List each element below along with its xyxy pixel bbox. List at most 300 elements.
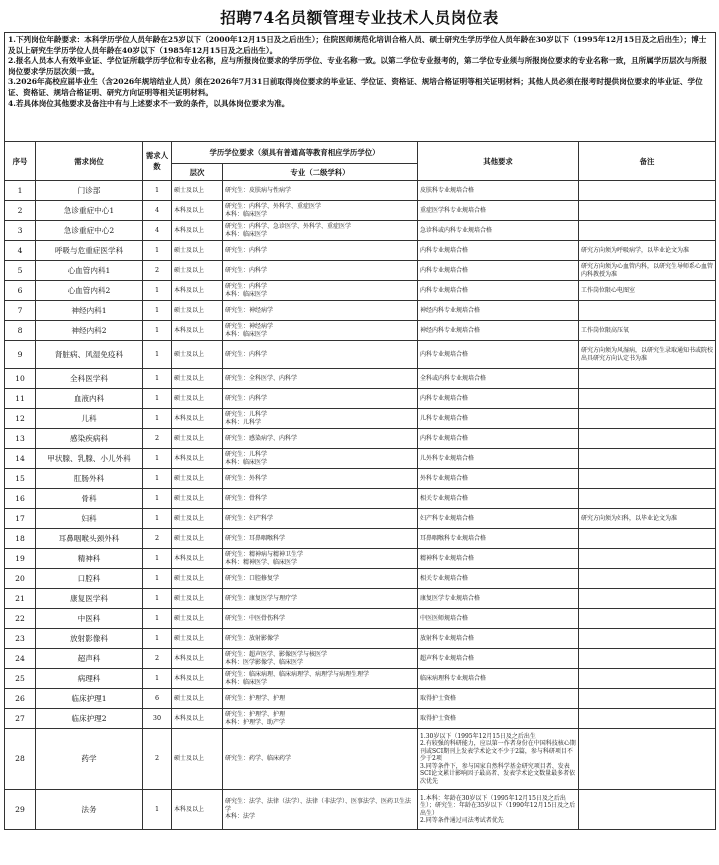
row-level: 硕士及以上 — [172, 589, 223, 609]
row-other — [418, 301, 579, 321]
row-level: 本科及以上 — [172, 281, 223, 301]
row-major — [223, 609, 418, 629]
row-position: 急诊重症中心1 — [36, 201, 143, 221]
header-other: 其他要求 — [418, 142, 579, 181]
table-row — [5, 469, 716, 489]
row-position: 全科医学科 — [36, 369, 143, 389]
row-number: 3 — [5, 221, 36, 241]
row-major-line: 研究生：儿科学 — [225, 451, 268, 459]
row-other-line: 神经内科专业规培合格 — [420, 306, 481, 314]
row-other — [418, 341, 579, 369]
row-other — [418, 489, 579, 509]
row-position: 心血管内科1 — [36, 261, 143, 281]
row-major — [223, 569, 418, 589]
row-other — [418, 389, 579, 409]
row-other — [418, 321, 579, 341]
row-count: 1 — [143, 241, 172, 261]
row-major-line: 研究生：妇产科学 — [225, 514, 274, 522]
row-number: 13 — [5, 429, 36, 449]
row-count: 1 — [143, 389, 172, 409]
row-other-line: 内科专业规培合格 — [420, 394, 469, 402]
header-count: 需求人数 — [143, 142, 172, 181]
table-row — [5, 221, 716, 241]
table-row — [5, 649, 716, 669]
row-other-line: 内科专业规培合格 — [420, 350, 469, 358]
row-number: 26 — [5, 689, 36, 709]
header-level: 层次 — [172, 164, 223, 181]
row-major-line: 本科：医学影像学、临床医学 — [225, 658, 304, 666]
header-major: 专业（二级学科） — [223, 164, 418, 181]
table-row — [5, 261, 716, 281]
row-number: 22 — [5, 609, 36, 629]
row-position: 口腔科 — [36, 569, 143, 589]
row-major-line: 研究生：康复医学与理疗学 — [225, 594, 298, 602]
row-position: 耳鼻咽喉头颈外科 — [36, 529, 143, 549]
table-row — [5, 429, 716, 449]
row-remark-line: 研究方向须为心血管内科，以研究生导师系心血管内科教授为准 — [581, 263, 714, 278]
row-remark — [579, 301, 716, 321]
row-major-line: 本科：临床医学 — [225, 230, 268, 238]
row-other-line: 内科专业规培合格 — [420, 286, 469, 294]
row-major — [223, 429, 418, 449]
row-other — [418, 689, 579, 709]
row-position: 儿科 — [36, 409, 143, 429]
row-other — [418, 629, 579, 649]
row-count: 30 — [143, 709, 172, 729]
row-level: 硕士及以上 — [172, 489, 223, 509]
row-level: 硕士及以上 — [172, 181, 223, 201]
row-count: 1 — [143, 469, 172, 489]
row-major — [223, 509, 418, 529]
row-position: 骨科 — [36, 489, 143, 509]
row-level: 本科及以上 — [172, 790, 223, 830]
row-major-line: 研究生：儿科学 — [225, 411, 268, 419]
row-remark — [579, 429, 716, 449]
row-other — [418, 429, 579, 449]
row-major-line: 本科：护理学、助产学 — [225, 718, 286, 726]
row-other — [418, 649, 579, 669]
table-row — [5, 241, 716, 261]
row-remark — [579, 321, 716, 341]
row-other — [418, 221, 579, 241]
row-other-line: 临床病理科专业规培合格 — [420, 674, 487, 682]
row-other — [418, 449, 579, 469]
row-remark — [579, 629, 716, 649]
row-position: 肾脏病、风湿免疫科 — [36, 341, 143, 369]
row-other-line: 耳鼻咽喉科专业规培合格 — [420, 534, 487, 542]
row-position: 药学 — [36, 729, 143, 790]
row-major — [223, 489, 418, 509]
table-row — [5, 709, 716, 729]
row-count: 4 — [143, 221, 172, 241]
row-major — [223, 201, 418, 221]
header-no: 序号 — [5, 142, 36, 181]
row-major-line: 本科：临床医学 — [225, 458, 268, 466]
row-major-line: 研究生：护理学、护理 — [225, 694, 286, 702]
row-level: 本科及以上 — [172, 669, 223, 689]
row-major-line: 研究生：耳鼻咽喉科学 — [225, 534, 286, 542]
row-level: 硕士及以上 — [172, 369, 223, 389]
row-major-line: 研究生：护理学、护理 — [225, 711, 286, 719]
table-row — [5, 729, 716, 790]
row-major-line: 研究生：临床病理、临床病理学、病理学与病理生理学 — [225, 671, 370, 679]
row-number: 20 — [5, 569, 36, 589]
row-remark — [579, 529, 716, 549]
row-other-line: 内科专业规培合格 — [420, 434, 469, 442]
row-other — [418, 609, 579, 629]
row-count: 1 — [143, 321, 172, 341]
row-remark — [579, 569, 716, 589]
row-count: 1 — [143, 790, 172, 830]
table-row — [5, 369, 716, 389]
row-major-line: 研究生：神经病学 — [225, 306, 274, 314]
row-remark — [579, 709, 716, 729]
table-row — [5, 281, 716, 301]
row-other-line: 精神科专业规培合格 — [420, 554, 475, 562]
row-count: 1 — [143, 609, 172, 629]
row-position: 康复医学科 — [36, 589, 143, 609]
row-remark — [579, 409, 716, 429]
row-remark — [579, 689, 716, 709]
row-remark — [579, 509, 716, 529]
row-remark — [579, 241, 716, 261]
notes-row — [5, 33, 716, 142]
row-number: 9 — [5, 341, 36, 369]
row-count: 1 — [143, 589, 172, 609]
row-major — [223, 341, 418, 369]
row-major — [223, 281, 418, 301]
table-row — [5, 449, 716, 469]
table-row — [5, 181, 716, 201]
row-major-line: 研究生：感染病学、内科学 — [225, 434, 298, 442]
row-other — [418, 529, 579, 549]
row-level: 本科及以上 — [172, 709, 223, 729]
row-major-line: 研究生：内科学、外科学、重症医学 — [225, 203, 322, 211]
row-major — [223, 709, 418, 729]
row-major-line: 研究生：内科学 — [225, 266, 268, 274]
row-count: 1 — [143, 569, 172, 589]
row-other — [418, 509, 579, 529]
page-title: 招聘74名员额管理专业技术人员岗位表 — [220, 8, 499, 27]
note-3: 3.2026年高校应届毕业生（含2026年规培结业人员）须在2026年7月31日前取得岗位要求的毕业证、学位证、资格证、规培合格证明等相关证明材料；其他人员必须在报考时提供岗位要求的毕业证、学位证、资格证、规培合格证明、研究方向证明等相关证明材料。 — [8, 77, 703, 97]
row-count: 1 — [143, 549, 172, 569]
note-4: 4.若具体岗位其他要求及备注中有与上述要求不一致的条件，以具体岗位要求为准。 — [8, 98, 290, 108]
row-major-line: 本科：临床医学 — [225, 290, 268, 298]
row-count: 1 — [143, 181, 172, 201]
row-count: 1 — [143, 409, 172, 429]
row-level: 硕士及以上 — [172, 469, 223, 489]
row-count: 1 — [143, 509, 172, 529]
row-level: 本科及以上 — [172, 549, 223, 569]
row-major-line: 本科：临床医学 — [225, 330, 268, 338]
row-count: 2 — [143, 649, 172, 669]
row-position: 急诊重症中心2 — [36, 221, 143, 241]
row-major — [223, 469, 418, 489]
row-number: 11 — [5, 389, 36, 409]
row-count: 1 — [143, 301, 172, 321]
table-row — [5, 549, 716, 569]
row-number: 12 — [5, 409, 36, 429]
row-major — [223, 729, 418, 790]
row-major — [223, 389, 418, 409]
row-remark — [579, 790, 716, 830]
row-count: 1 — [143, 489, 172, 509]
row-major — [223, 241, 418, 261]
row-remark — [579, 261, 716, 281]
row-number: 10 — [5, 369, 36, 389]
row-level: 本科及以上 — [172, 221, 223, 241]
row-other — [418, 241, 579, 261]
positions-body — [5, 181, 716, 830]
row-level: 硕士及以上 — [172, 629, 223, 649]
row-count: 1 — [143, 369, 172, 389]
table-row — [5, 509, 716, 529]
row-position: 门诊部 — [36, 181, 143, 201]
table-row — [5, 609, 716, 629]
row-position: 心血管内科2 — [36, 281, 143, 301]
row-level: 硕士及以上 — [172, 241, 223, 261]
row-count: 6 — [143, 689, 172, 709]
row-other-line: 全科或内科专业规培合格 — [420, 374, 487, 382]
table-row — [5, 301, 716, 321]
row-number: 25 — [5, 669, 36, 689]
row-other-line: 3.同等条件下，参与国家自然科学基金研究项目者、发表SCI论文累计影响因子最高者、发表学术论文数量最多者依次优先 — [420, 762, 576, 785]
row-major-line: 研究生：药学、临床药学 — [225, 755, 292, 763]
row-remark — [579, 369, 716, 389]
row-number: 27 — [5, 709, 36, 729]
row-other — [418, 569, 579, 589]
row-level: 硕士及以上 — [172, 389, 223, 409]
row-number: 17 — [5, 509, 36, 529]
row-number: 14 — [5, 449, 36, 469]
row-level: 本科及以上 — [172, 449, 223, 469]
row-other — [418, 369, 579, 389]
table-row — [5, 489, 716, 509]
row-remark — [579, 341, 716, 369]
row-major — [223, 529, 418, 549]
row-other-line: 儿外科专业规培合格 — [420, 454, 475, 462]
row-level: 硕士及以上 — [172, 341, 223, 369]
row-major — [223, 261, 418, 281]
row-other-line: 2.有较强的科研能力，应以第一作者身份在中国科技核心期刊或SCI期刊上发表学术论文不少于2篇，参与科研项目不少于2项 — [420, 740, 576, 763]
row-position: 妇科 — [36, 509, 143, 529]
row-count: 1 — [143, 449, 172, 469]
table-row — [5, 669, 716, 689]
row-major-line: 研究生：全科医学、内科学 — [225, 374, 298, 382]
row-other-line: 神经内科专业规培合格 — [420, 326, 481, 334]
note-1: 1.下列岗位年龄要求：本科学历学位人员年龄在25岁以下（2000年12月15日及之后出生）；住院医师规范化培训合格人员、硕士研究生学历学位人员年龄在30岁以下（1995年12月15日及之后出生）；博士及以上研究生学历学位人员年龄在40岁以下（1985年12月15日及之后出生）。 — [8, 35, 707, 55]
row-other-line: 康复医学专业规培合格 — [420, 594, 481, 602]
row-position: 法务 — [36, 790, 143, 830]
row-major-line: 研究生：骨科学 — [225, 494, 268, 502]
row-other — [418, 281, 579, 301]
row-level: 本科及以上 — [172, 201, 223, 221]
row-other-line: 相关专业规培合格 — [420, 494, 469, 502]
table-row — [5, 629, 716, 649]
row-position: 甲状腺、乳腺、小儿外科 — [36, 449, 143, 469]
row-level: 硕士及以上 — [172, 261, 223, 281]
row-other — [418, 790, 579, 830]
row-number: 29 — [5, 790, 36, 830]
table-row — [5, 321, 716, 341]
row-position: 神经内科1 — [36, 301, 143, 321]
row-number: 15 — [5, 469, 36, 489]
row-major — [223, 790, 418, 830]
row-major — [223, 181, 418, 201]
row-major — [223, 669, 418, 689]
row-other — [418, 201, 579, 221]
row-other-line: 皮肤科专业规培合格 — [420, 186, 475, 194]
row-position: 临床护理2 — [36, 709, 143, 729]
row-other-line: 1.本科：年龄在30岁以下（1995年12月15日及之后出生）；研究生：年龄在35岁以下（1990年12月15日及之后出生） — [420, 794, 576, 817]
row-remark — [579, 181, 716, 201]
row-other — [418, 669, 579, 689]
row-other-line: 取得护士资格 — [420, 694, 457, 702]
row-count: 1 — [143, 629, 172, 649]
row-major-line: 本科：儿科学 — [225, 418, 262, 426]
row-other-line: 急诊科或内科专业规培合格 — [420, 226, 493, 234]
row-number: 18 — [5, 529, 36, 549]
row-other — [418, 589, 579, 609]
row-other — [418, 729, 579, 790]
row-major-line: 本科：法学 — [225, 813, 256, 821]
row-remark — [579, 589, 716, 609]
positions-table — [4, 32, 716, 830]
row-major — [223, 321, 418, 341]
row-major-line: 研究生：内科学 — [225, 246, 268, 254]
row-other-line: 1.30岁以下（1995年12月15日及之后出生 — [420, 733, 536, 741]
row-number: 24 — [5, 649, 36, 669]
row-remark-line: 研究方向须为风湿病，以研究生录取通知书或院校出具研究方向认定书为准 — [581, 347, 714, 362]
row-number: 16 — [5, 489, 36, 509]
row-major-line: 本科：精神医学、临床医学 — [225, 558, 298, 566]
row-other-line: 儿科专业规培合格 — [420, 414, 469, 422]
row-number: 23 — [5, 629, 36, 649]
table-row — [5, 569, 716, 589]
row-other-line: 内科专业规培合格 — [420, 246, 469, 254]
table-row — [5, 341, 716, 369]
table-row — [5, 790, 716, 830]
row-major-line: 本科：临床医学 — [225, 210, 268, 218]
table-row — [5, 201, 716, 221]
row-level: 硕士及以上 — [172, 529, 223, 549]
row-position: 超声科 — [36, 649, 143, 669]
row-remark — [579, 549, 716, 569]
row-major — [223, 369, 418, 389]
row-number: 6 — [5, 281, 36, 301]
row-other-line: 2.同等条件通过司法考试者优先 — [420, 816, 504, 824]
table-row — [5, 529, 716, 549]
row-other-line: 妇产科专业规培合格 — [420, 514, 475, 522]
row-remark-line: 研究方向须为妇科，以毕业论文为准 — [581, 514, 678, 522]
row-remark — [579, 469, 716, 489]
header-row-1 — [5, 142, 716, 164]
row-major-line: 研究生：内科学 — [225, 394, 268, 402]
row-major-line: 研究生：超声医学、影像医学与核医学 — [225, 651, 328, 659]
row-count: 2 — [143, 529, 172, 549]
row-other — [418, 181, 579, 201]
row-other-line: 外科专业规培合格 — [420, 474, 469, 482]
row-number: 28 — [5, 729, 36, 790]
row-count: 2 — [143, 429, 172, 449]
row-major-line: 研究生：内科学 — [225, 283, 268, 291]
row-major — [223, 409, 418, 429]
row-major — [223, 301, 418, 321]
row-level: 本科及以上 — [172, 321, 223, 341]
row-position: 病理科 — [36, 669, 143, 689]
row-level: 硕士及以上 — [172, 301, 223, 321]
row-major-line: 研究生：口腔修复学 — [225, 574, 280, 582]
row-level: 硕士及以上 — [172, 509, 223, 529]
table-row — [5, 589, 716, 609]
row-major — [223, 649, 418, 669]
row-position: 精神科 — [36, 549, 143, 569]
row-position: 呼吸与危重症医学科 — [36, 241, 143, 261]
row-count: 1 — [143, 669, 172, 689]
row-major-line: 研究生：法学、法律（法学）、法律（非法学）、医事法学、医药卫生法学 — [225, 798, 412, 813]
row-other — [418, 469, 579, 489]
row-remark — [579, 669, 716, 689]
row-other — [418, 549, 579, 569]
row-count: 1 — [143, 281, 172, 301]
row-other-line: 放射科专业规培合格 — [420, 634, 475, 642]
row-number: 19 — [5, 549, 36, 569]
row-position: 感染疾病科 — [36, 429, 143, 449]
row-number: 7 — [5, 301, 36, 321]
row-other-line: 取得护士资格 — [420, 714, 457, 722]
row-other — [418, 709, 579, 729]
note-2: 2.报名人员本人有效毕业证、学位证所载学历学位和专业名称，应与所报岗位要求的学历学位、专业名称一致。以第二学位专业报考的，第二学位专业须与所报岗位要求的专业名称一致，且所属学历层次与所报岗位要求学历层次须一致。 — [8, 56, 707, 76]
row-remark — [579, 609, 716, 629]
row-major — [223, 689, 418, 709]
row-level: 硕士及以上 — [172, 569, 223, 589]
row-remark-line: 工作岗位限高压氧 — [581, 326, 630, 334]
row-level: 本科及以上 — [172, 649, 223, 669]
row-number: 21 — [5, 589, 36, 609]
notes-cell — [5, 33, 716, 142]
row-number: 8 — [5, 321, 36, 341]
row-major — [223, 629, 418, 649]
row-remark — [579, 281, 716, 301]
row-number: 1 — [5, 181, 36, 201]
row-level: 本科及以上 — [172, 409, 223, 429]
row-other-line: 内科专业规培合格 — [420, 266, 469, 274]
row-level: 硕士及以上 — [172, 729, 223, 790]
row-major — [223, 221, 418, 241]
row-number: 4 — [5, 241, 36, 261]
row-remark — [579, 489, 716, 509]
header-edu-group: 学历学位要求（须具有普通高等教育相应学历学位） — [172, 142, 418, 164]
row-position: 血液内科 — [36, 389, 143, 409]
row-major-line: 本科：临床医学 — [225, 678, 268, 686]
row-major — [223, 449, 418, 469]
row-position: 中医科 — [36, 609, 143, 629]
row-major-line: 研究生：内科学、急诊医学、外科学、重症医学 — [225, 223, 352, 231]
row-count: 1 — [143, 341, 172, 369]
row-count: 2 — [143, 261, 172, 281]
row-remark-line: 研究方向须为呼吸病学，以毕业论文为准 — [581, 246, 690, 254]
row-count: 2 — [143, 729, 172, 790]
table-row — [5, 689, 716, 709]
header-remark: 备注 — [579, 142, 716, 181]
row-major-line: 研究生：外科学 — [225, 474, 268, 482]
table-row — [5, 389, 716, 409]
row-major-line: 研究生：神经病学 — [225, 323, 274, 331]
row-level: 硕士及以上 — [172, 429, 223, 449]
row-remark — [579, 201, 716, 221]
row-other-line: 中医医师规培合格 — [420, 614, 469, 622]
row-number: 5 — [5, 261, 36, 281]
